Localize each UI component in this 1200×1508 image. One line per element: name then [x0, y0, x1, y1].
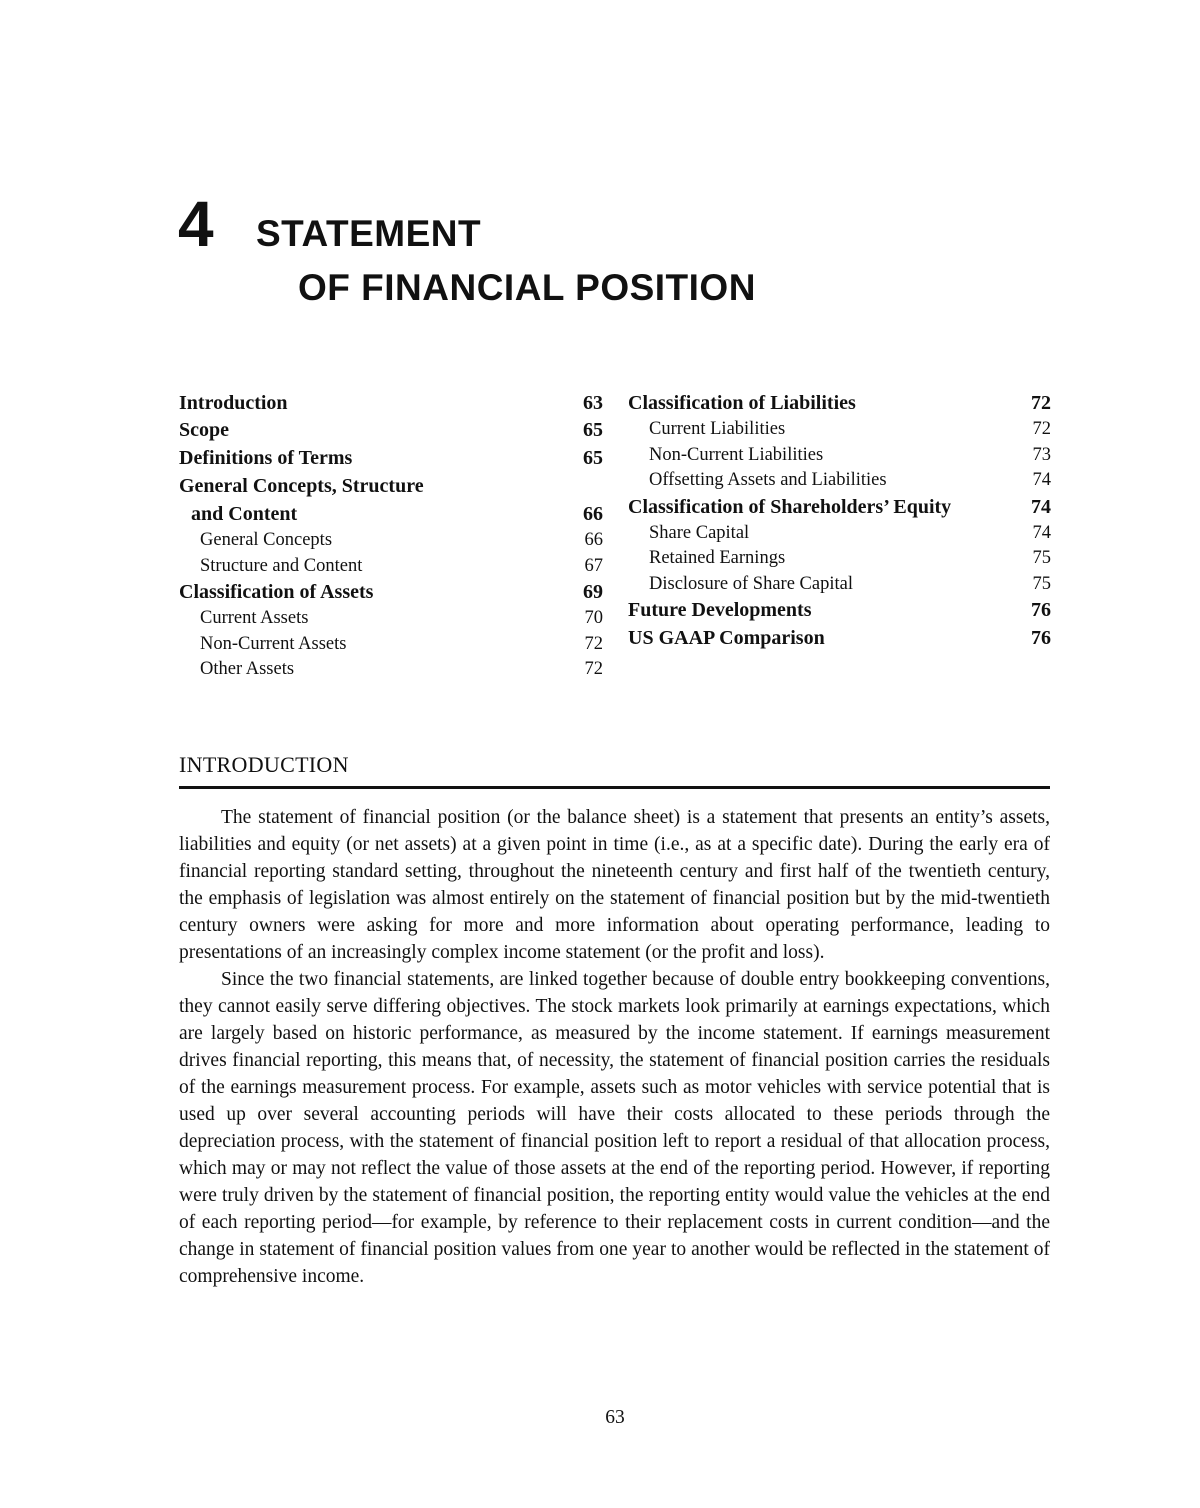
toc-entry-page: 72 — [584, 659, 603, 680]
toc-entry[interactable] — [179, 632, 603, 657]
toc-entry[interactable] — [179, 528, 603, 553]
section-divider — [179, 786, 1050, 789]
toc-entry-page: 74 — [1031, 495, 1051, 518]
toc-entry-page: 74 — [1032, 523, 1051, 544]
toc-right-column — [628, 390, 1051, 652]
toc-entry[interactable] — [628, 443, 1051, 468]
toc-entry[interactable] — [628, 546, 1051, 571]
toc-entry-page: 76 — [1031, 599, 1051, 622]
chapter-title-line-2: OF FINANCIAL POSITION — [298, 267, 756, 308]
toc-entry-page: 72 — [1032, 419, 1051, 440]
toc-entry-page: 72 — [584, 633, 603, 654]
toc-entry-page: 73 — [1032, 444, 1051, 465]
toc-entry[interactable] — [628, 597, 1051, 624]
toc-entry-label: Future Developments — [628, 599, 812, 622]
toc-entry-label: Scope — [179, 419, 229, 442]
toc-entry-label: Classification of Assets — [179, 581, 374, 604]
toc-entry[interactable] — [628, 521, 1051, 546]
toc-entry-label: Structure and Content — [200, 555, 363, 576]
body-text — [179, 804, 1050, 1290]
toc-entry-label: Non-Current Assets — [200, 633, 347, 654]
toc-entry-label: General Concepts, Structure — [179, 475, 424, 498]
toc-entry-label: and Content — [191, 503, 298, 526]
toc-entry-label: Offsetting Assets and Liabilities — [649, 470, 887, 491]
toc-entry-page: 67 — [584, 555, 603, 576]
toc-entry-page: 72 — [1031, 392, 1051, 414]
toc-entry[interactable] — [628, 494, 1051, 521]
toc-entry-label: Current Liabilities — [649, 419, 786, 440]
toc-entry[interactable] — [628, 468, 1051, 493]
section-heading: INTRODUCTION — [179, 752, 349, 777]
toc-entry-page: 66 — [583, 503, 603, 526]
toc-entry-label: Non-Current Liabilities — [649, 444, 824, 465]
toc-entry[interactable] — [628, 417, 1051, 442]
toc-entry[interactable] — [179, 657, 603, 682]
toc-entry[interactable] — [628, 390, 1051, 417]
toc-entry[interactable] — [628, 572, 1051, 597]
toc-left-column — [179, 390, 603, 683]
paragraph: Since the two financial statements, are linked together because of double entry bookkeeping conventions, they cannot easily serve differing objectives. The stock markets look primarily at earnings expectations, which are largely based on historic performance, as measured by the income statement. If earnings measurement drives financial reporting, this means that, of necessity, the statement of financial position carries the residuals of the earnings measurement process. For example, assets such as motor vehicles with service potential that is used up over several accounting periods will have their costs allocated to these periods through the depreciation process, with the statement of financial position left to report a residual of that allocation process, which may or may not reflect the value of those assets at the end of the reporting period. However, if reporting were truly driven by the statement of financial position, the reporting entity would value the vehicles at the end of each reporting period—for example, by reference to their replacement costs in current condition—and the change in statement of financial position values from one year to another would be reflected in the statement of comprehensive income. — [179, 969, 1050, 1287]
toc-entry-page: 74 — [1032, 470, 1051, 491]
toc-entry-label: Other Assets — [200, 659, 295, 680]
toc-entry[interactable] — [179, 417, 603, 444]
toc-entry-label: Introduction — [179, 392, 288, 414]
toc-entry-label: General Concepts — [200, 530, 333, 551]
toc-entry[interactable] — [179, 554, 603, 579]
toc-entry[interactable] — [179, 579, 603, 606]
toc-entry-label: US GAAP Comparison — [628, 626, 825, 649]
toc-entry-page: 69 — [583, 581, 603, 604]
toc-entry-page: 76 — [1031, 626, 1051, 649]
page-number: 63 — [605, 1407, 625, 1428]
toc-entry-label: Disclosure of Share Capital — [649, 573, 853, 594]
toc-entry[interactable] — [179, 606, 603, 631]
toc-entry-page: 63 — [583, 392, 603, 414]
toc-entry[interactable] — [179, 445, 603, 472]
toc-entry-page: 75 — [1032, 548, 1051, 569]
toc-entry-page: 65 — [583, 446, 603, 469]
toc-entry-page: 70 — [584, 608, 603, 629]
chapter-number: 4 — [178, 188, 214, 260]
toc-entry[interactable] — [179, 472, 603, 500]
toc-entry[interactable] — [628, 625, 1051, 652]
toc-entry[interactable] — [179, 390, 603, 417]
toc-entry-label: Share Capital — [649, 523, 750, 544]
paragraph: The statement of financial position (or the balance sheet) is a statement that presents an entity’s assets, liabilities and equity (or net assets) at a given point in time (i.e., as at a specific date). During the early era of financial reporting standard setting, throughout the nineteenth century and first half of the twentieth century, the emphasis of legislation was almost entirely on the statement of financial position but by the mid-twentieth century owners were asking for more and more information about operating performance, leading to presentations of an increasingly complex income statement (or the profit and loss). — [179, 807, 1050, 963]
chapter-title-line-1: STATEMENT — [256, 213, 482, 254]
toc-entry-label: Classification of Liabilities — [628, 392, 856, 414]
toc-entry-page: 66 — [584, 530, 603, 551]
toc-entry-label: Retained Earnings — [649, 548, 786, 569]
toc-entry[interactable] — [179, 500, 603, 528]
toc-entry-label: Current Assets — [200, 608, 309, 629]
toc-entry-page: 75 — [1032, 573, 1051, 594]
toc-entry-label: Definitions of Terms — [179, 446, 353, 469]
toc-entry-label: Classification of Shareholders’ Equity — [628, 495, 952, 518]
toc-entry-page: 65 — [583, 419, 603, 442]
